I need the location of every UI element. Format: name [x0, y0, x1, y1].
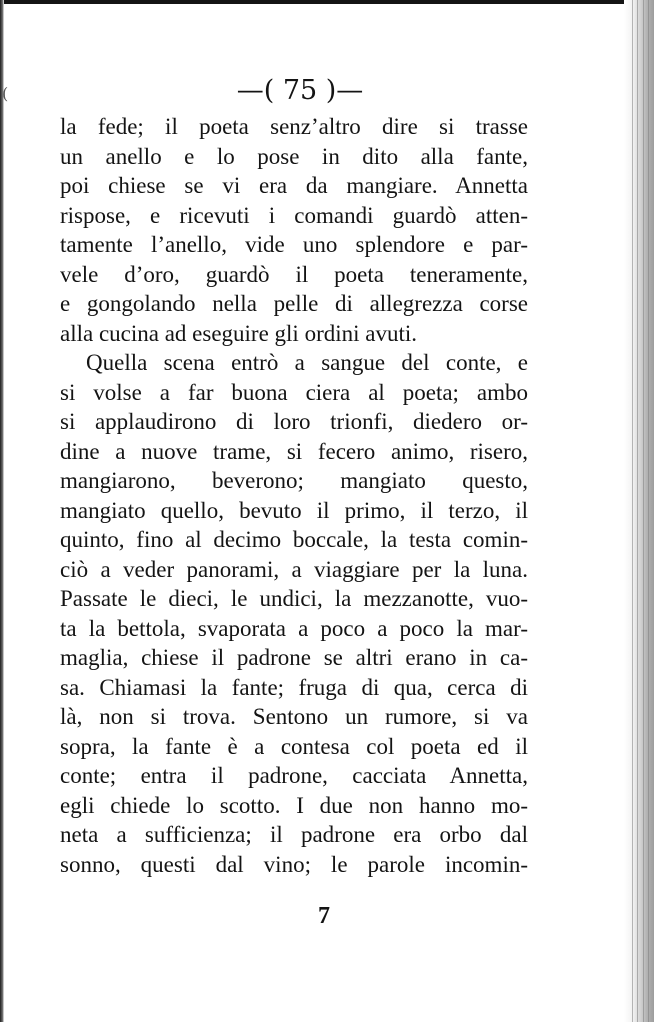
text-line: ta la bettola, svaporata a poco a poco la mar-: [60, 615, 528, 641]
text-line: sonno, questi dal vino; le parole incomin-: [60, 851, 528, 877]
scan-top-border: [0, 0, 654, 4]
text-line: ciò a veder panorami, a viaggiare per la luna.: [60, 556, 528, 582]
text-line: mangiarono, beverono; mangiato questo,: [60, 468, 528, 493]
margin-mark: (: [2, 84, 9, 103]
text-line: la fede; il poeta senz’altro dire si trasse: [60, 114, 528, 139]
text-line: rispose, e ricevuti i comandi guardò atten-: [60, 202, 528, 228]
text-line: là, non si trova. Sentono un rumore, si va: [60, 704, 528, 729]
text-line: quinto, fino al decimo boccale, la testa comin-: [60, 527, 528, 552]
page-binding-edge: [624, 0, 654, 1022]
page-number-header: —( 75 )—: [236, 75, 364, 106]
text-line: sopra, la fante è a contesa col poeta ed il: [60, 733, 528, 759]
text-line: neta a sufficienza; il padrone era orbo dal: [60, 822, 528, 847]
text-line: maglia, chiese il padrone se altri erano in ca-: [60, 645, 528, 670]
text-line: poi chiese se vi era da mangiare. Annetta: [60, 173, 528, 198]
body-text: [60, 112, 528, 879]
text-line: si applaudirono di loro trionfi, diedero or-: [60, 409, 528, 434]
text-line: Passate le dieci, le undici, la mezzanotte, vuo-: [60, 586, 528, 611]
text-line: tamente l’anello, vide uno splendore e par-: [60, 232, 528, 257]
text-line: si volse a far buona ciera al poeta; ambo: [60, 379, 528, 405]
text-line: conte; entra il padrone, cacciata Annetta,: [60, 763, 528, 788]
text-line: sa. Chiamasi la fante; fruga di qua, cerca di: [60, 674, 528, 700]
text-line: e gongolando nella pelle di allegrezza corse: [60, 291, 528, 316]
text-line: dine a nuove trame, si fecero animo, risero,: [60, 438, 528, 464]
scan-left-edge: [0, 0, 4, 1022]
text-line: mangiato quello, bevuto il primo, il terzo, il: [60, 497, 528, 523]
text-line: Quella scena entrò a sangue del conte, e: [86, 350, 528, 375]
text-line: un anello e lo pose in dito alla fante,: [60, 143, 528, 169]
text-line: vele d’oro, guardò il poeta teneramente,: [60, 261, 528, 287]
text-line: egli chiede lo scotto. I due non hanno mo-: [60, 792, 528, 818]
signature-mark: 7: [318, 903, 330, 929]
text-line: alla cucina ad eseguire gli ordini avuti.: [60, 320, 418, 346]
